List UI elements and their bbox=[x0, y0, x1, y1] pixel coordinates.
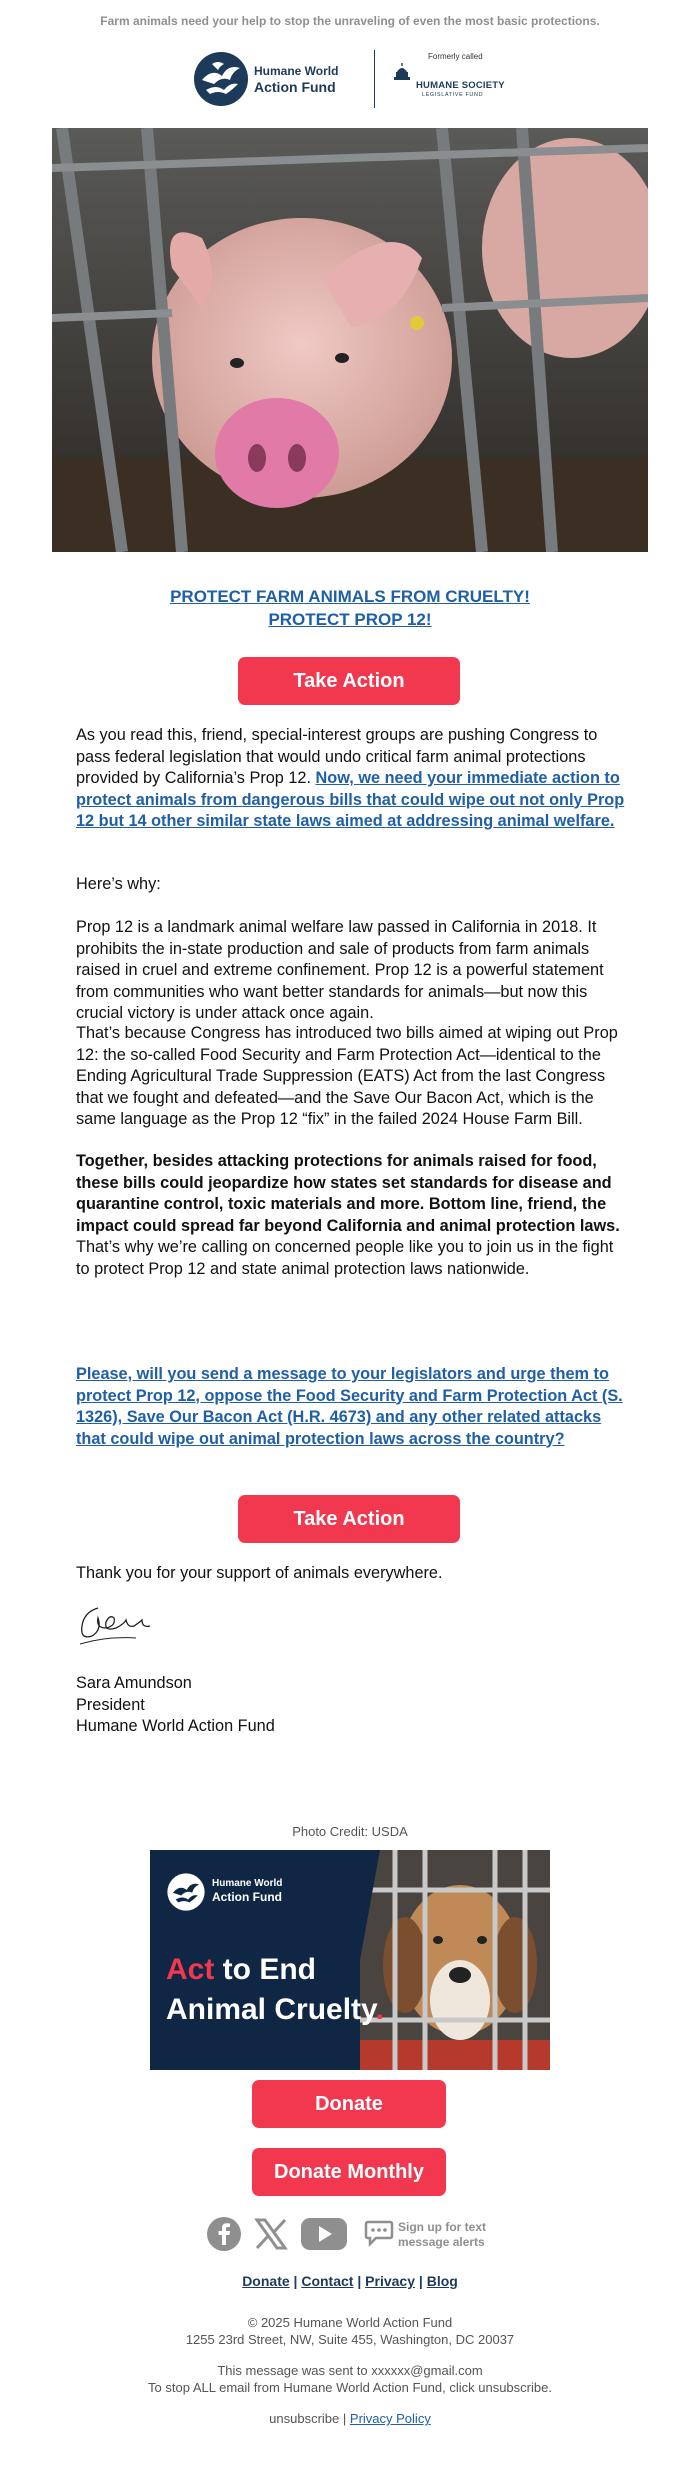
humane-society-logo bbox=[392, 50, 532, 108]
banner-logo-line-2: Action Fund bbox=[212, 1890, 282, 1904]
footer-separator: | bbox=[418, 2273, 423, 2289]
footer-separator: | bbox=[342, 2411, 347, 2426]
privacy-policy-link[interactable]: Privacy Policy bbox=[349, 2411, 431, 2426]
intro-link[interactable]: Now, we need your immediate action to protect animals from dangerous bills that could wipe out not only Prop 12 but 14 other similar state laws aimed at addressing animal welfare. bbox=[76, 769, 625, 830]
paragraph-intro bbox=[76, 725, 630, 833]
donate-button[interactable]: Donate bbox=[252, 2080, 446, 2128]
globe-birds-icon bbox=[192, 50, 250, 108]
intro-text: As you read this, friend, special-interest groups are pushing Congress to pass federal legislation that would undo critical farm animal protections provided by California’s Prop 12. bbox=[76, 726, 598, 787]
footer-link-donate[interactable]: Donate bbox=[242, 2273, 290, 2289]
banner-globe-icon bbox=[166, 1872, 206, 1912]
paragraph-ask bbox=[76, 1364, 630, 1450]
legislative-fund-label: LEGISLATIVE FUND bbox=[422, 92, 484, 98]
footer-email-info bbox=[0, 2362, 700, 2396]
humane-world-logo[interactable] bbox=[192, 48, 358, 108]
take-action-button[interactable]: Take Action bbox=[238, 657, 460, 705]
footer-org-info bbox=[0, 2314, 700, 2348]
paragraph-prop12: Prop 12 is a landmark animal welfare law passed in California in 2018. It prohibits the in-state production and sale of products from farm animals raised in cruel and extreme confinement. Prop 12 is a powerful statement from communities who want better standards for animals—but now this crucial victory is under attack once again. bbox=[76, 918, 604, 1022]
logo-divider bbox=[374, 50, 375, 108]
x-twitter-icon[interactable] bbox=[254, 2217, 288, 2251]
logo-line-1: Humane World bbox=[254, 64, 339, 78]
paragraph-congress-bills: That’s because Congress has introduced two bills aimed at wiping out Prop 12: the so-called Food Security and Farm Protection Act—identical to the Ending Agricultural Trade Suppression (EATS) Act from the last Congress that we fought and defeated—and the Save Our Bacon Act, which is the same language as the Prop 12 “fix” in the failed 2024 House Farm Bill. bbox=[76, 1024, 618, 1128]
footer-unsubscribe-row bbox=[0, 2411, 700, 2426]
footer-separator: | bbox=[293, 2273, 298, 2289]
hero-pig-photo bbox=[52, 128, 648, 552]
preheader-text: Farm animals need your help to stop the unraveling of even the most basic protections. bbox=[100, 14, 600, 28]
unsubscribe-link[interactable]: unsubscribe bbox=[269, 2411, 340, 2426]
impact-bold-text: Together, besides attacking protections for animals raised for food, these bills could jeopardize how states set standards for disease and quarantine control, toxic materials and more. Bottom line, friend, the impact could spread far beyond California and animal protection laws. bbox=[76, 1152, 620, 1235]
sms-label-line-1[interactable]: Sign up for text bbox=[398, 2220, 486, 2234]
copyright-text: © 2025 Humane World Action Fund bbox=[247, 2315, 453, 2330]
banner-line-2: Animal Cruelty bbox=[166, 1993, 376, 2026]
signer-org: Humane World Action Fund bbox=[76, 1717, 275, 1735]
paragraph-heres-why: Here’s why: bbox=[76, 875, 161, 893]
sms-alerts-icon[interactable] bbox=[364, 2218, 394, 2248]
footer-link-contact[interactable]: Contact bbox=[301, 2273, 354, 2289]
sms-label-line-2[interactable]: message alerts bbox=[398, 2235, 485, 2249]
headline-link-1[interactable]: PROTECT FARM ANIMALS FROM CRUELTY! bbox=[170, 587, 530, 606]
act-to-end-cruelty-banner[interactable] bbox=[150, 1850, 550, 2070]
footer-link-blog[interactable]: Blog bbox=[426, 2273, 458, 2289]
stop-email-text: To stop ALL email from Humane World Action Fund, click unsubscribe. bbox=[148, 2380, 552, 2395]
take-action-button-2[interactable]: Take Action bbox=[238, 1495, 460, 1543]
footer-nav-links bbox=[0, 2273, 700, 2289]
youtube-icon[interactable] bbox=[300, 2217, 348, 2251]
logo-line-2: Action Fund bbox=[254, 79, 336, 95]
footer-separator: | bbox=[357, 2273, 362, 2289]
photo-credit: Photo Credit: USDA bbox=[292, 1824, 408, 1839]
headline bbox=[0, 585, 700, 631]
address-text: 1255 23rd Street, NW, Suite 455, Washington, DC 20037 bbox=[185, 2332, 515, 2347]
pig-in-crate-image bbox=[52, 128, 648, 552]
ask-link[interactable]: Please, will you send a message to your legislators and urge them to protect Prop 12, oppose the Food Security and Farm Protection Act (S. 1326), Save Our Bacon Act (H.R. 4673) and any other related attacks that could wipe out animal protection laws across the country? bbox=[76, 1365, 623, 1448]
banner-headline bbox=[166, 1950, 384, 2030]
footer-link-privacy[interactable]: Privacy bbox=[365, 2273, 415, 2289]
capitol-dome-icon bbox=[392, 62, 412, 82]
impact-text: That’s why we’re calling on concerned people like you to join us in the fight to protect Prop 12 and state animal protection laws nationwide. bbox=[76, 1238, 614, 1278]
formerly-called-label: Formerly called bbox=[428, 52, 483, 61]
banner-dot: . bbox=[375, 1993, 384, 2026]
humane-society-name: HUMANE SOCIETY bbox=[416, 80, 505, 91]
banner-act-word: Act bbox=[166, 1953, 215, 1986]
paragraph-thanks: Thank you for your support of animals everywhere. bbox=[76, 1564, 443, 1582]
facebook-icon[interactable] bbox=[206, 2216, 242, 2252]
logo-header bbox=[0, 46, 700, 112]
paragraph-impact bbox=[76, 1151, 630, 1280]
signer-name: Sara Amundson bbox=[76, 1674, 192, 1692]
banner-to-end: to End bbox=[214, 1953, 316, 1986]
sent-to-text: This message was sent to xxxxxx@gmail.com bbox=[217, 2363, 483, 2378]
signer-block bbox=[76, 1673, 275, 1738]
signature-image bbox=[76, 1598, 166, 1648]
banner-logo-line-1: Humane World bbox=[212, 1878, 283, 1889]
social-links-row bbox=[0, 2214, 700, 2254]
headline-link-2[interactable]: PROTECT PROP 12! bbox=[268, 610, 432, 629]
donate-monthly-button[interactable]: Donate Monthly bbox=[252, 2148, 446, 2196]
signer-title: President bbox=[76, 1695, 145, 1714]
